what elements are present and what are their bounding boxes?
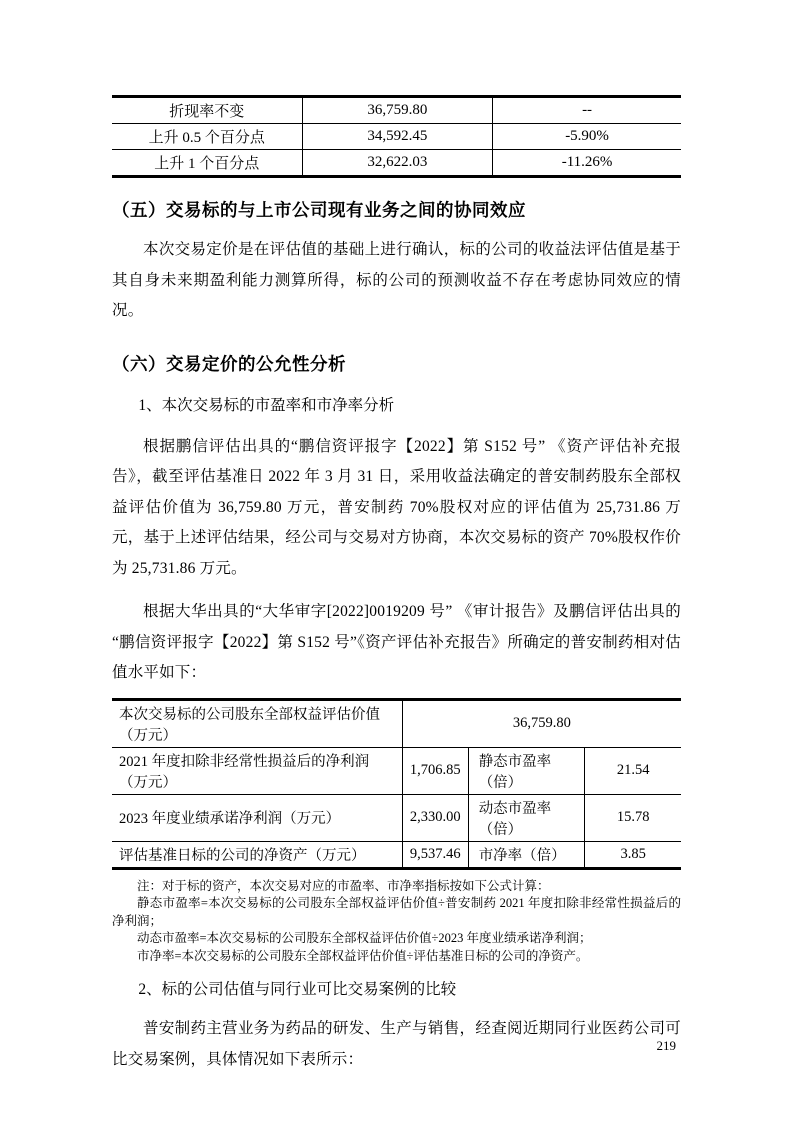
valuation-paragraph-1: 根据鹏信评估出具的“鹏信资评报字【2022】第 S152 号” 《资产评估补充报告》，截至评估基准日 2022 年 3 月 31 日，采用收益法确定的普安制药股东全部权益评估价值为 36,759.80 万元，普安制药 70%股权对应的评估值为 25,731.86 万元，基于上述评估结果，经公司与交易对方协商，本次交易标的资产 70%股权作价为 25,731.86 万元。	[112, 437, 681, 577]
metric-value: 9,537.46	[402, 841, 468, 868]
sensitivity-label: 上升 1 个百分点	[112, 150, 302, 177]
table-row	[112, 124, 681, 150]
note-line: 静态市盈率=本次交易标的公司股东全部权益评估价值÷普安制药 2021 年度扣除非经常性损益后的净利润；	[112, 896, 681, 928]
sensitivity-change: -11.26%	[493, 150, 681, 177]
section-5-heading: （五）交易标的与上市公司现有业务之间的协同效应	[112, 200, 526, 220]
item-2-title: 2、标的公司估值与同行业可比交易案例的比较	[138, 981, 457, 998]
sensitivity-label: 上升 0.5 个百分点	[112, 124, 302, 150]
page-number: 219	[656, 1038, 676, 1053]
document-content	[0, 95, 793, 1075]
sensitivity-change: -5.90%	[493, 124, 681, 150]
ratio-value: 3.85	[585, 841, 681, 868]
equity-value: 36,759.80	[402, 699, 681, 747]
note-line: 注：对于标的资产，本次交易对应的市盈率、市净率指标按如下公式计算：	[137, 878, 550, 893]
sensitivity-value: 34,592.45	[302, 124, 493, 150]
comparison-paragraph: 普安制药主营业务为药品的研发、生产与销售，经查阅近期同行业医药公司可比交易案例，具体情况如下表所示：	[112, 1020, 681, 1068]
sensitivity-table	[112, 95, 681, 178]
equity-value-label: 本次交易标的公司股东全部权益评估价值（万元）	[119, 706, 380, 744]
valuation-table	[112, 698, 681, 870]
table-row	[112, 794, 681, 841]
note-line: 动态市盈率=本次交易标的公司股东全部权益评估价值÷2023 年度业绩承诺净利润；	[137, 931, 592, 945]
table-row	[112, 841, 681, 868]
table-notes	[112, 878, 681, 966]
metric-label: 2021 年度扣除非经常性损益后的净利润（万元）	[112, 747, 402, 794]
section-5-paragraph: 本次交易定价是在评估值的基础上进行确认，标的公司的收益法评估值是基于其自身未来期盈利能力测算所得，标的公司的预测收益不存在考虑协同效应的情况。	[112, 241, 681, 319]
metric-value: 2,330.00	[402, 794, 468, 841]
table-row	[112, 747, 681, 794]
sensitivity-value: 32,622.03	[302, 150, 493, 177]
sensitivity-label: 折现率不变	[169, 104, 245, 120]
sensitivity-value: 36,759.80	[302, 97, 493, 124]
section-6-heading: （六）交易定价的公允性分析	[112, 353, 346, 374]
ratio-value: 15.78	[585, 794, 681, 841]
ratio-label: 动态市盈率（倍）	[468, 794, 585, 841]
metric-label: 评估基准日标的公司的净资产（万元）	[112, 841, 402, 868]
ratio-value: 21.54	[585, 747, 681, 794]
ratio-label: 市净率（倍）	[468, 841, 585, 868]
table-row	[112, 699, 681, 747]
note-line: 市净率=本次交易标的公司股东全部权益评估价值÷评估基准日标的公司的净资产。	[137, 948, 589, 963]
item-1-title: 1、本次交易标的市盈率和市净率分析	[138, 396, 395, 414]
table-row	[112, 97, 681, 124]
valuation-paragraph-2: 根据大华出具的“大华审字[2022]0019209 号” 《审计报告》及鹏信评估出具的“鹏信资评报字【2022】第 S152 号”《资产评估补充报告》所确定的普安制药相对估值水平如下：	[112, 603, 681, 681]
metric-label: 2023 年度业绩承诺净利润（万元）	[112, 794, 402, 841]
ratio-label: 静态市盈率（倍）	[468, 747, 585, 794]
metric-value: 1,706.85	[402, 747, 468, 794]
table-row	[112, 150, 681, 177]
sensitivity-change: --	[493, 97, 681, 124]
